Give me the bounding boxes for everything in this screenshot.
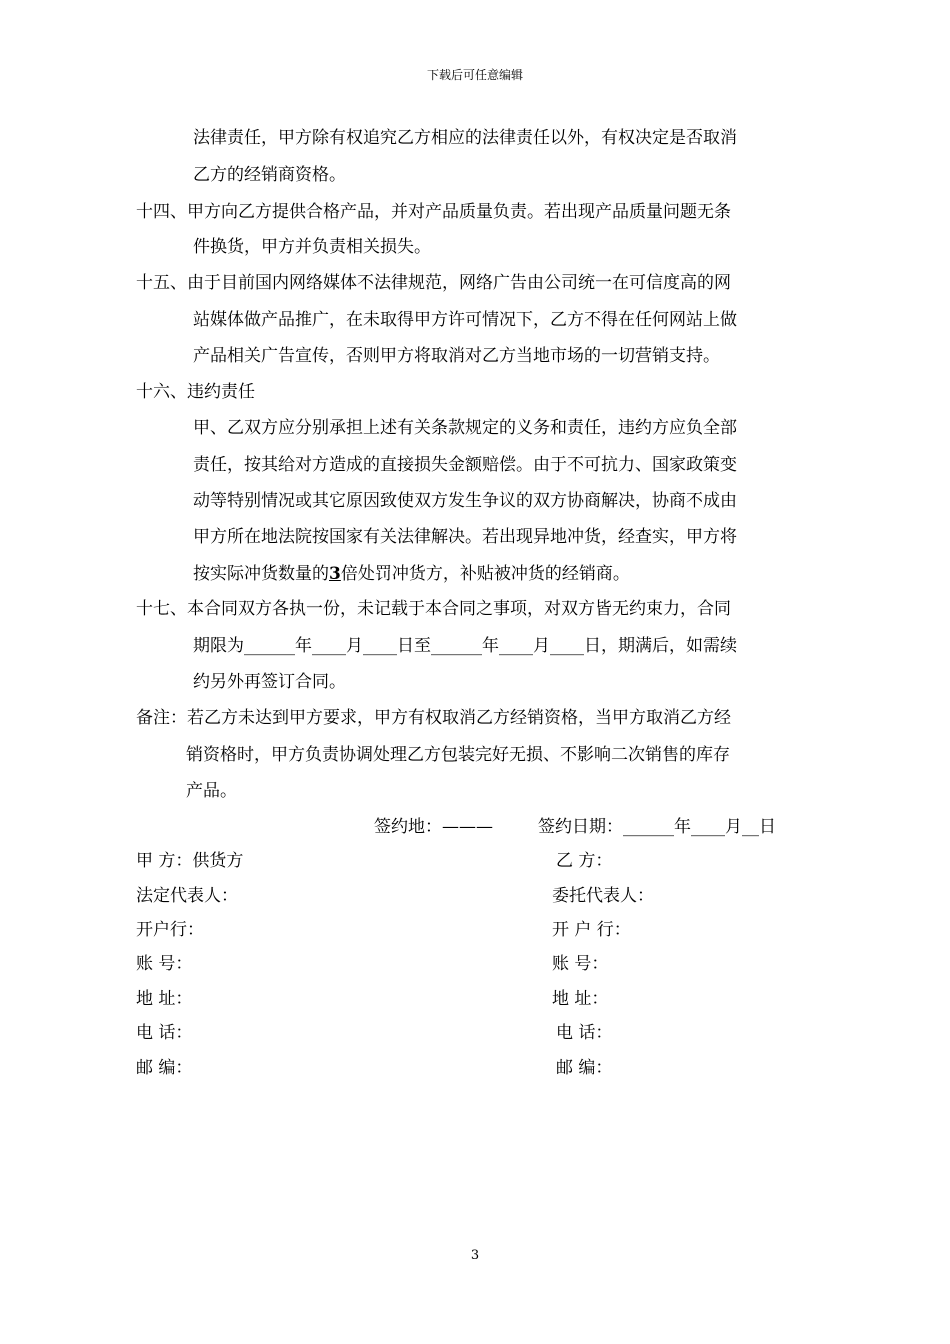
party-a-postcode: 邮 编： xyxy=(136,1058,193,1078)
clause-13-line-1: 法律责任，甲方除有权追究乙方相应的法律责任以外，有权决定是否取消 xyxy=(193,128,737,148)
party-b-bank: 开 户 行： xyxy=(552,920,631,940)
penalty-multiplier: 3 xyxy=(329,564,341,584)
party-a-account: 账 号： xyxy=(136,954,193,974)
clause-16-line-1: 甲、乙双方应分别承担上述有关条款规定的义务和责任，违约方应负全部 xyxy=(193,418,737,438)
party-a-name: 甲 方：供货方 xyxy=(136,851,244,871)
party-b-account: 账 号： xyxy=(552,954,609,974)
clause-16-line-5-c: 倍处罚冲货方，补贴被冲货的经销商。 xyxy=(340,564,630,584)
party-a-address: 地 址： xyxy=(136,989,193,1009)
clause-15-line-2: 站媒体做产品推广，在未取得甲方许可情况下，乙方不得在任何网站上做 xyxy=(193,310,737,330)
clause-13-line-2: 乙方的经销商资格。 xyxy=(193,165,346,185)
clause-15-line-1: 十五、由于目前国内网络媒体不法律规范，网络广告由公司统一在可信度高的网 xyxy=(136,273,731,293)
note-line-2: 销资格时，甲方负责协调处理乙方包装完好无损、不影响二次销售的库存 xyxy=(186,745,730,765)
clause-17-line-3: 约另外再签订合同。 xyxy=(193,672,346,692)
note-line-3: 产品。 xyxy=(186,781,237,801)
clause-16-line-5 xyxy=(193,564,630,584)
party-b-postcode: 邮 编： xyxy=(556,1058,613,1078)
party-a-phone: 电 话： xyxy=(136,1023,193,1043)
clause-14-line-1: 十四、甲方向乙方提供合格产品，并对产品质量负责。若出现产品质量问题无条 xyxy=(136,202,731,222)
party-b-rep: 委托代表人： xyxy=(552,886,654,906)
party-a-bank: 开户行： xyxy=(136,920,204,940)
party-b-phone: 电 话： xyxy=(556,1023,613,1043)
signing-date: 签约日期：______年____月__日 xyxy=(538,817,776,837)
party-b-address: 地 址： xyxy=(552,989,609,1009)
page-header: 下载后可任意编辑 xyxy=(426,68,523,82)
clause-15-line-3: 产品相关广告宣传，否则甲方将取消对乙方当地市场的一切营销支持。 xyxy=(193,346,720,366)
clause-16-title: 十六、违约责任 xyxy=(136,382,255,402)
page-number: 3 xyxy=(470,1248,480,1263)
signing-place: 签约地：——— xyxy=(374,817,493,837)
party-a-rep: 法定代表人： xyxy=(136,886,238,906)
clause-16-line-3: 动等特别情况或其它原因致使双方发生争议的双方协商解决，协商不成由 xyxy=(193,491,737,511)
clause-17-line-1: 十七、本合同双方各执一份，未记载于本合同之事项，对双方皆无约束力，合同 xyxy=(136,599,731,619)
party-b-name: 乙 方： xyxy=(556,851,613,871)
clause-16-line-4: 甲方所在地法院按国家有关法律解决。若出现异地冲货，经查实，甲方将 xyxy=(193,527,737,547)
note-line-1: 备注：若乙方未达到甲方要求，甲方有权取消乙方经销资格，当甲方取消乙方经 xyxy=(136,708,731,728)
clause-16-line-2: 责任，按其给对方造成的直接损失金额赔偿。由于不可抗力、国家政策变 xyxy=(193,455,737,475)
clause-14-line-2: 件换货，甲方并负责相关损失。 xyxy=(193,237,431,257)
clause-17-line-2: 期限为______年____月____日至______年____月____日，期满后，如需续 xyxy=(193,636,737,656)
clause-16-line-5-a: 按实际冲货数量的 xyxy=(193,564,329,584)
